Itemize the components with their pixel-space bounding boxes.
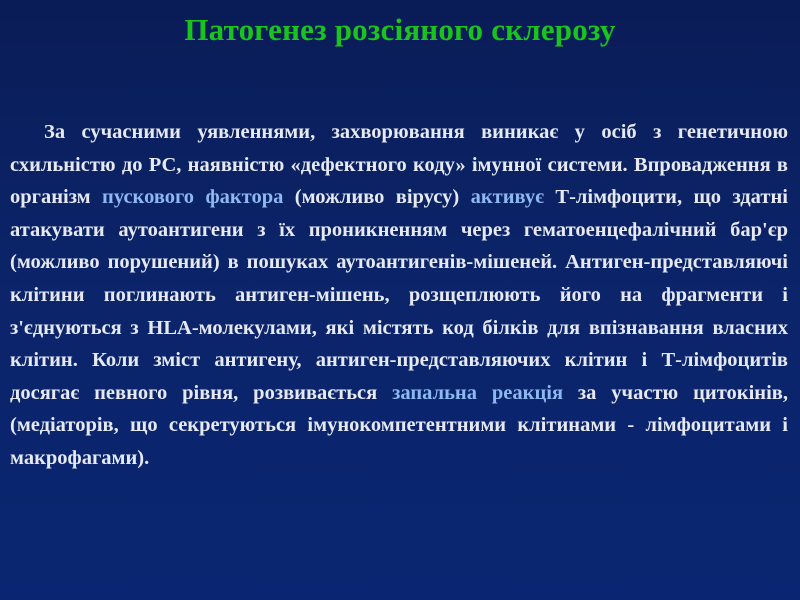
paragraph-segment: за участю цитокінів, (медіаторів, що секретуються імунокомпетентними клітинами - лімфоцитами і макрофагами).: [10, 381, 788, 469]
paragraph-segment: Т-лімфоцити, що здатні атакувати аутоантигени з їх проникненням через гематоенцефалічний бар'єр (можливо порушений) в пошуках аутоантигенів-мішеней. Антиген-представляючі клітини поглинають антиген-мішень, розщеплюють його на фрагменти і з'єднуються з HLA-молекулами, які містять код білків для впізнавання власних клітин. Коли зміст антигену, антиген-представляючих клітин і Т-лімфоцитів досягає певного рівня, розвивається: [10, 186, 788, 404]
paragraph-segment: (можливо вірусу): [283, 186, 471, 209]
slide-title: Патогенез розсіяного склерозу: [184, 12, 616, 47]
highlighted-term-trigger-factor: пускового фактора: [102, 186, 284, 209]
highlighted-term-activates: активує: [470, 186, 545, 209]
highlighted-term-inflammatory-reaction: запальна реакція: [392, 381, 564, 404]
paragraph-segment: За сучасними уявленнями, захворювання виникає у осіб з генетичною схильністю до РС, наявністю «дефектного коду» імунної системи. Впровадження в організм: [10, 121, 788, 209]
slide-body-paragraph: [10, 116, 788, 475]
